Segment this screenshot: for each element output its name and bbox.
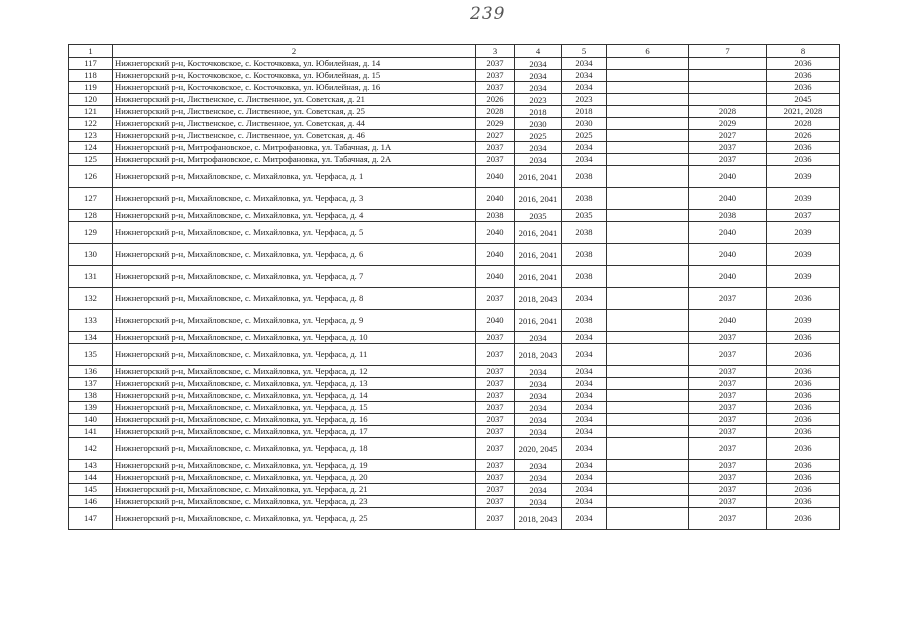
cell-address: Нижнегорский р-н, Михайловское, с. Михайловка, ул. Черфаса, д. 7 — [113, 266, 476, 288]
cell-address: Нижнегорский р-н, Михайловское, с. Михайловка, ул. Черфаса, д. 3 — [113, 188, 476, 210]
cell-col3: 2040 — [476, 222, 515, 244]
cell-col3: 2037 — [476, 154, 515, 166]
cell-col8: 2039 — [767, 266, 840, 288]
table-row — [69, 310, 840, 332]
cell-col8: 2039 — [767, 310, 840, 332]
cell-col5: 2034 — [562, 484, 607, 496]
cell-number: 126 — [69, 166, 113, 188]
cell-number: 141 — [69, 426, 113, 438]
cell-col6 — [607, 94, 689, 106]
cell-col7: 2040 — [689, 222, 767, 244]
table-row — [69, 70, 840, 82]
cell-number: 135 — [69, 344, 113, 366]
cell-number: 118 — [69, 70, 113, 82]
cell-col5: 2034 — [562, 82, 607, 94]
cell-col3: 2037 — [476, 344, 515, 366]
cell-col7: 2040 — [689, 244, 767, 266]
cell-col5: 2025 — [562, 130, 607, 142]
cell-col4: 2016, 2041 — [515, 244, 562, 266]
cell-col5: 2038 — [562, 222, 607, 244]
cell-col6 — [607, 70, 689, 82]
cell-col5: 2034 — [562, 508, 607, 530]
cell-col3: 2037 — [476, 142, 515, 154]
cell-col8: 2036 — [767, 390, 840, 402]
cell-col6 — [607, 390, 689, 402]
cell-col4: 2034 — [515, 70, 562, 82]
cell-number: 122 — [69, 118, 113, 130]
cell-col6 — [607, 484, 689, 496]
cell-col6 — [607, 344, 689, 366]
cell-number: 124 — [69, 142, 113, 154]
cell-col4: 2034 — [515, 142, 562, 154]
header-row — [69, 45, 840, 58]
cell-number: 140 — [69, 414, 113, 426]
cell-col4: 2023 — [515, 94, 562, 106]
table-row — [69, 426, 840, 438]
cell-number: 139 — [69, 402, 113, 414]
cell-col6 — [607, 496, 689, 508]
cell-col6 — [607, 332, 689, 344]
cell-col3: 2040 — [476, 166, 515, 188]
cell-col6 — [607, 166, 689, 188]
col-header-5: 5 — [562, 45, 607, 58]
table-row — [69, 378, 840, 390]
cell-col7: 2037 — [689, 438, 767, 460]
cell-col4: 2034 — [515, 414, 562, 426]
cell-col3: 2037 — [476, 472, 515, 484]
cell-col7 — [689, 94, 767, 106]
cell-col8: 2036 — [767, 332, 840, 344]
table-body — [69, 58, 840, 530]
cell-col8: 2036 — [767, 508, 840, 530]
cell-col5: 2030 — [562, 118, 607, 130]
cell-col6 — [607, 244, 689, 266]
col-header-2: 2 — [113, 45, 476, 58]
cell-col5: 2034 — [562, 344, 607, 366]
cell-address: Нижнегорский р-н, Михайловское, с. Михайловка, ул. Черфаса, д. 4 — [113, 210, 476, 222]
cell-col3: 2037 — [476, 390, 515, 402]
cell-col7: 2037 — [689, 154, 767, 166]
cell-number: 132 — [69, 288, 113, 310]
cell-col4: 2016, 2041 — [515, 310, 562, 332]
cell-col6 — [607, 130, 689, 142]
cell-col7: 2027 — [689, 130, 767, 142]
cell-col7: 2037 — [689, 496, 767, 508]
cell-col3: 2029 — [476, 118, 515, 130]
cell-col7 — [689, 58, 767, 70]
cell-number: 125 — [69, 154, 113, 166]
cell-col5: 2034 — [562, 426, 607, 438]
cell-col6 — [607, 288, 689, 310]
cell-col6 — [607, 154, 689, 166]
cell-col7: 2037 — [689, 332, 767, 344]
cell-col8: 2021, 2028 — [767, 106, 840, 118]
cell-col4: 2020, 2045 — [515, 438, 562, 460]
cell-address: Нижнегорский р-н, Косточковское, с. Косточковка, ул. Юбилейная, д. 15 — [113, 70, 476, 82]
table-row — [69, 366, 840, 378]
cell-col4: 2016, 2041 — [515, 188, 562, 210]
cell-col7: 2037 — [689, 390, 767, 402]
cell-col4: 2034 — [515, 58, 562, 70]
table-row — [69, 402, 840, 414]
cell-col6 — [607, 378, 689, 390]
cell-col5: 2034 — [562, 378, 607, 390]
cell-col5: 2035 — [562, 210, 607, 222]
cell-number: 129 — [69, 222, 113, 244]
cell-col4: 2035 — [515, 210, 562, 222]
cell-col5: 2034 — [562, 402, 607, 414]
cell-col5: 2038 — [562, 266, 607, 288]
cell-col4: 2034 — [515, 332, 562, 344]
cell-col5: 2034 — [562, 142, 607, 154]
cell-col5: 2034 — [562, 58, 607, 70]
cell-col6 — [607, 402, 689, 414]
table-row — [69, 82, 840, 94]
col-header-3: 3 — [476, 45, 515, 58]
cell-col7: 2037 — [689, 508, 767, 530]
table-row — [69, 188, 840, 210]
cell-number: 134 — [69, 332, 113, 344]
cell-col5: 2034 — [562, 366, 607, 378]
cell-col3: 2028 — [476, 106, 515, 118]
cell-col4: 2016, 2041 — [515, 266, 562, 288]
cell-number: 119 — [69, 82, 113, 94]
cell-col5: 2038 — [562, 310, 607, 332]
cell-col6 — [607, 58, 689, 70]
cell-col3: 2037 — [476, 82, 515, 94]
cell-col6 — [607, 210, 689, 222]
cell-address: Нижнегорский р-н, Митрофановское, с. Митрофановка, ул. Табачная, д. 2А — [113, 154, 476, 166]
table-row — [69, 496, 840, 508]
cell-address: Нижнегорский р-н, Косточковское, с. Косточковка, ул. Юбилейная, д. 16 — [113, 82, 476, 94]
cell-col3: 2027 — [476, 130, 515, 142]
table-row — [69, 118, 840, 130]
cell-address: Нижнегорский р-н, Михайловское, с. Михайловка, ул. Черфаса, д. 25 — [113, 508, 476, 530]
cell-col8: 2036 — [767, 414, 840, 426]
cell-col8: 2045 — [767, 94, 840, 106]
cell-number: 128 — [69, 210, 113, 222]
cell-address: Нижнегорский р-н, Михайловское, с. Михайловка, ул. Черфаса, д. 16 — [113, 414, 476, 426]
cell-col4: 2034 — [515, 484, 562, 496]
cell-col3: 2040 — [476, 310, 515, 332]
cell-col5: 2038 — [562, 166, 607, 188]
cell-number: 123 — [69, 130, 113, 142]
col-header-7: 7 — [689, 45, 767, 58]
page-number: 239 — [470, 4, 506, 24]
cell-col4: 2018, 2043 — [515, 288, 562, 310]
cell-col7: 2037 — [689, 426, 767, 438]
cell-address: Нижнегорский р-н, Михайловское, с. Михайловка, ул. Черфаса, д. 13 — [113, 378, 476, 390]
cell-number: 145 — [69, 484, 113, 496]
cell-col8: 2036 — [767, 378, 840, 390]
cell-address: Нижнегорский р-н, Лиственское, с. Лиственное, ул. Советская, д. 21 — [113, 94, 476, 106]
cell-number: 146 — [69, 496, 113, 508]
cell-col5: 2034 — [562, 438, 607, 460]
cell-col6 — [607, 366, 689, 378]
cell-col4: 2018 — [515, 106, 562, 118]
cell-col3: 2037 — [476, 402, 515, 414]
cell-address: Нижнегорский р-н, Митрофановское, с. Митрофановка, ул. Табачная, д. 1А — [113, 142, 476, 154]
cell-col5: 2034 — [562, 70, 607, 82]
cell-address: Нижнегорский р-н, Михайловское, с. Михайловка, ул. Черфаса, д. 14 — [113, 390, 476, 402]
cell-col8: 2039 — [767, 244, 840, 266]
cell-col8: 2028 — [767, 118, 840, 130]
cell-col8: 2036 — [767, 402, 840, 414]
cell-col7: 2037 — [689, 344, 767, 366]
cell-col6 — [607, 472, 689, 484]
cell-col3: 2037 — [476, 58, 515, 70]
cell-address: Нижнегорский р-н, Михайловское, с. Михайловка, ул. Черфаса, д. 15 — [113, 402, 476, 414]
table-row — [69, 166, 840, 188]
cell-col4: 2034 — [515, 366, 562, 378]
cell-col8: 2036 — [767, 344, 840, 366]
cell-address: Нижнегорский р-н, Косточковское, с. Косточковка, ул. Юбилейная, д. 14 — [113, 58, 476, 70]
cell-col8: 2036 — [767, 288, 840, 310]
cell-col7 — [689, 82, 767, 94]
cell-col4: 2034 — [515, 496, 562, 508]
cell-col6 — [607, 414, 689, 426]
cell-col4: 2034 — [515, 426, 562, 438]
cell-col7 — [689, 70, 767, 82]
cell-col4: 2030 — [515, 118, 562, 130]
cell-address: Нижнегорский р-н, Михайловское, с. Михайловка, ул. Черфаса, д. 1 — [113, 166, 476, 188]
col-header-4: 4 — [515, 45, 562, 58]
register-table — [68, 44, 840, 530]
table-row — [69, 438, 840, 460]
cell-col7: 2037 — [689, 366, 767, 378]
cell-col3: 2037 — [476, 414, 515, 426]
table-row — [69, 288, 840, 310]
cell-address: Нижнегорский р-н, Михайловское, с. Михайловка, ул. Черфаса, д. 20 — [113, 472, 476, 484]
col-header-6: 6 — [607, 45, 689, 58]
cell-col8: 2036 — [767, 366, 840, 378]
table-row — [69, 472, 840, 484]
cell-address: Нижнегорский р-н, Лиственское, с. Лиственное, ул. Советская, д. 25 — [113, 106, 476, 118]
cell-col3: 2038 — [476, 210, 515, 222]
table-row — [69, 222, 840, 244]
cell-col7: 2040 — [689, 266, 767, 288]
table-row — [69, 344, 840, 366]
cell-col4: 2034 — [515, 390, 562, 402]
cell-col6 — [607, 310, 689, 332]
cell-col6 — [607, 266, 689, 288]
cell-col5: 2034 — [562, 472, 607, 484]
cell-col8: 2036 — [767, 438, 840, 460]
cell-col5: 2034 — [562, 154, 607, 166]
cell-col5: 2038 — [562, 188, 607, 210]
col-header-1: 1 — [69, 45, 113, 58]
cell-col3: 2037 — [476, 438, 515, 460]
cell-col6 — [607, 82, 689, 94]
cell-address: Нижнегорский р-н, Лиственское, с. Лиственное, ул. Советская, д. 46 — [113, 130, 476, 142]
cell-number: 136 — [69, 366, 113, 378]
cell-col8: 2036 — [767, 82, 840, 94]
cell-number: 131 — [69, 266, 113, 288]
cell-col6 — [607, 118, 689, 130]
cell-col7: 2029 — [689, 118, 767, 130]
cell-col7: 2037 — [689, 414, 767, 426]
cell-col6 — [607, 106, 689, 118]
cell-col5: 2034 — [562, 496, 607, 508]
table-row — [69, 460, 840, 472]
table-row — [69, 210, 840, 222]
cell-col7: 2040 — [689, 166, 767, 188]
cell-address: Нижнегорский р-н, Михайловское, с. Михайловка, ул. Черфаса, д. 6 — [113, 244, 476, 266]
cell-col7: 2040 — [689, 188, 767, 210]
cell-number: 130 — [69, 244, 113, 266]
cell-number: 121 — [69, 106, 113, 118]
cell-col3: 2037 — [476, 332, 515, 344]
cell-col5: 2034 — [562, 390, 607, 402]
cell-col4: 2016, 2041 — [515, 166, 562, 188]
table-row — [69, 414, 840, 426]
cell-number: 127 — [69, 188, 113, 210]
cell-col6 — [607, 460, 689, 472]
cell-address: Нижнегорский р-н, Михайловское, с. Михайловка, ул. Черфаса, д. 10 — [113, 332, 476, 344]
cell-number: 120 — [69, 94, 113, 106]
cell-col5: 2034 — [562, 332, 607, 344]
cell-col8: 2036 — [767, 460, 840, 472]
cell-col8: 2026 — [767, 130, 840, 142]
cell-col3: 2037 — [476, 496, 515, 508]
cell-col5: 2034 — [562, 460, 607, 472]
cell-number: 143 — [69, 460, 113, 472]
cell-col7: 2037 — [689, 378, 767, 390]
table-row — [69, 266, 840, 288]
cell-col8: 2036 — [767, 496, 840, 508]
table-row — [69, 58, 840, 70]
cell-col3: 2037 — [476, 70, 515, 82]
cell-address: Нижнегорский р-н, Лиственское, с. Лиственное, ул. Советская, д. 44 — [113, 118, 476, 130]
cell-col6 — [607, 222, 689, 244]
table-row — [69, 154, 840, 166]
cell-col5: 2038 — [562, 244, 607, 266]
cell-number: 117 — [69, 58, 113, 70]
cell-address: Нижнегорский р-н, Михайловское, с. Михайловка, ул. Черфаса, д. 17 — [113, 426, 476, 438]
cell-col4: 2034 — [515, 402, 562, 414]
cell-col3: 2040 — [476, 244, 515, 266]
cell-address: Нижнегорский р-н, Михайловское, с. Михайловка, ул. Черфаса, д. 11 — [113, 344, 476, 366]
cell-col8: 2036 — [767, 426, 840, 438]
cell-col3: 2037 — [476, 460, 515, 472]
table-row — [69, 332, 840, 344]
cell-col8: 2037 — [767, 210, 840, 222]
table-row — [69, 142, 840, 154]
cell-col3: 2037 — [476, 426, 515, 438]
cell-address: Нижнегорский р-н, Михайловское, с. Михайловка, ул. Черфаса, д. 5 — [113, 222, 476, 244]
cell-col4: 2018, 2043 — [515, 344, 562, 366]
cell-col8: 2036 — [767, 142, 840, 154]
cell-col6 — [607, 438, 689, 460]
col-header-8: 8 — [767, 45, 840, 58]
cell-col8: 2036 — [767, 472, 840, 484]
cell-col3: 2037 — [476, 288, 515, 310]
cell-col5: 2034 — [562, 288, 607, 310]
cell-col8: 2039 — [767, 222, 840, 244]
cell-col7: 2037 — [689, 142, 767, 154]
cell-col5: 2034 — [562, 414, 607, 426]
cell-address: Нижнегорский р-н, Михайловское, с. Михайловка, ул. Черфаса, д. 19 — [113, 460, 476, 472]
cell-col5: 2023 — [562, 94, 607, 106]
cell-address: Нижнегорский р-н, Михайловское, с. Михайловка, ул. Черфаса, д. 12 — [113, 366, 476, 378]
cell-col7: 2028 — [689, 106, 767, 118]
cell-address: Нижнегорский р-н, Михайловское, с. Михайловка, ул. Черфаса, д. 9 — [113, 310, 476, 332]
cell-col4: 2034 — [515, 378, 562, 390]
cell-col4: 2034 — [515, 472, 562, 484]
cell-number: 133 — [69, 310, 113, 332]
cell-number: 137 — [69, 378, 113, 390]
table-row — [69, 130, 840, 142]
cell-col8: 2036 — [767, 154, 840, 166]
cell-number: 142 — [69, 438, 113, 460]
cell-number: 144 — [69, 472, 113, 484]
cell-col4: 2025 — [515, 130, 562, 142]
cell-col3: 2037 — [476, 508, 515, 530]
cell-address: Нижнегорский р-н, Михайловское, с. Михайловка, ул. Черфаса, д. 21 — [113, 484, 476, 496]
cell-address: Нижнегорский р-н, Михайловское, с. Михайловка, ул. Черфаса, д. 23 — [113, 496, 476, 508]
cell-address: Нижнегорский р-н, Михайловское, с. Михайловка, ул. Черфаса, д. 8 — [113, 288, 476, 310]
table-row — [69, 244, 840, 266]
cell-col7: 2037 — [689, 288, 767, 310]
cell-col4: 2016, 2041 — [515, 222, 562, 244]
cell-col8: 2039 — [767, 166, 840, 188]
cell-col3: 2040 — [476, 266, 515, 288]
cell-col8: 2036 — [767, 58, 840, 70]
cell-col4: 2034 — [515, 82, 562, 94]
cell-col5: 2018 — [562, 106, 607, 118]
cell-col7: 2037 — [689, 460, 767, 472]
cell-number: 138 — [69, 390, 113, 402]
cell-col6 — [607, 142, 689, 154]
table-row — [69, 106, 840, 118]
table-row — [69, 94, 840, 106]
cell-col7: 2037 — [689, 484, 767, 496]
cell-col8: 2039 — [767, 188, 840, 210]
table-row — [69, 484, 840, 496]
cell-col6 — [607, 508, 689, 530]
cell-col3: 2037 — [476, 366, 515, 378]
cell-col7: 2037 — [689, 472, 767, 484]
table-row — [69, 508, 840, 530]
cell-col3: 2037 — [476, 378, 515, 390]
cell-number: 147 — [69, 508, 113, 530]
cell-col8: 2036 — [767, 484, 840, 496]
cell-col6 — [607, 188, 689, 210]
cell-col7: 2038 — [689, 210, 767, 222]
cell-col8: 2036 — [767, 70, 840, 82]
cell-col4: 2034 — [515, 460, 562, 472]
cell-col6 — [607, 426, 689, 438]
table-row — [69, 390, 840, 402]
cell-col7: 2040 — [689, 310, 767, 332]
cell-col3: 2037 — [476, 484, 515, 496]
cell-col3: 2026 — [476, 94, 515, 106]
cell-col4: 2034 — [515, 154, 562, 166]
cell-col3: 2040 — [476, 188, 515, 210]
cell-col4: 2018, 2043 — [515, 508, 562, 530]
cell-address: Нижнегорский р-н, Михайловское, с. Михайловка, ул. Черфаса, д. 18 — [113, 438, 476, 460]
cell-col7: 2037 — [689, 402, 767, 414]
